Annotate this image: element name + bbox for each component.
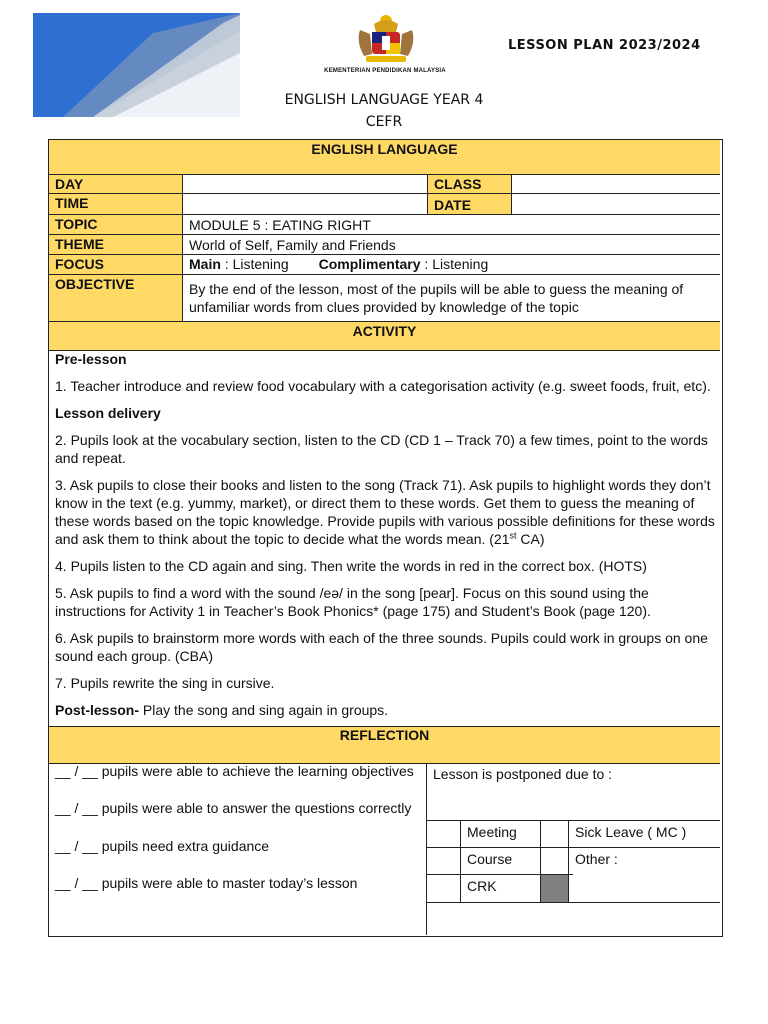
subject-heading: ENGLISH LANGUAGE: [49, 140, 720, 174]
activity-step-2: 2. Pupils look at the vocabulary section, listen to the CD (CD 1 – Track 70) a few times, point to the words and repeat.: [55, 432, 708, 466]
meeting-checkbox[interactable]: [429, 823, 458, 845]
other-option: Other :: [575, 851, 618, 867]
postponed-panel: [426, 763, 720, 935]
reflection-line-3: __ / __ pupils need extra guidance: [55, 838, 270, 854]
objective-value: By the end of the lesson, most of the pupils will be able to guess the meaning of unfamiliar words from clues provided by knowledge of the topic: [182, 274, 720, 321]
focus-main-label: Main: [189, 256, 221, 272]
activity-step-4: 4. Pupils listen to the CD again and sing. Then write the words in red in the correct box. (HOTS): [55, 558, 647, 574]
sick-leave-checkbox[interactable]: [542, 823, 567, 845]
activity-step-5: 5. Ask pupils to find a word with the sound /eə/ in the song [pear]. Focus on this sound using the instructions for Activity 1 in Teacher’s Book Phonics* (page 175) and Student’s Book (page 120).: [55, 585, 651, 619]
day-label: DAY: [49, 174, 182, 193]
crk-option: CRK: [467, 878, 497, 894]
document-title: ENGLISH LANGUAGE YEAR 4: [284, 92, 484, 108]
focus-main-value: Listening: [232, 256, 289, 272]
lesson-delivery-heading: Lesson delivery: [55, 405, 161, 421]
activity-step-1: 1. Teacher introduce and review food vocabulary with a categorisation activity (e.g. sweet foods, fruit, etc).: [55, 378, 711, 394]
activity-content: [55, 350, 715, 728]
pre-lesson-heading: Pre-lesson: [55, 351, 127, 367]
reflection-line-2: __ / __ pupils were able to answer the questions correctly: [55, 800, 412, 816]
activity-step-6: 6. Ask pupils to brainstorm more words with each of the three sounds. Pupils could work in groups on one sound each group. (CBA): [55, 630, 708, 664]
course-checkbox[interactable]: [429, 849, 458, 873]
grey-shaded-box: [541, 875, 568, 902]
focus-label: FOCUS: [49, 254, 182, 274]
course-option: Course: [467, 851, 513, 867]
focus-comp-value: Listening: [432, 256, 489, 272]
coat-of-arms-logo: [352, 12, 420, 66]
topic-value: MODULE 5 : EATING RIGHT: [182, 214, 720, 234]
other-checkbox[interactable]: [542, 849, 567, 873]
day-field[interactable]: [182, 174, 427, 193]
lesson-plan-form: [48, 139, 723, 937]
activity-step-3: 3. Ask pupils to close their books and listen to the song (Track 71). Ask pupils to highlight words they don’t know in the text (e.g. yummy, market), or direct them to these words. Get them to guess the meaning of these words based on the topic knowledge. Provide pupils with various possible definitions for these words and ask them to think about the topic to decide what the words mean. (21st CA): [55, 477, 715, 547]
meeting-option: Meeting: [467, 824, 517, 840]
objective-label: OBJECTIVE: [49, 274, 182, 321]
topic-label: TOPIC: [49, 214, 182, 234]
time-label: TIME: [49, 193, 182, 214]
theme-value: World of Self, Family and Friends: [182, 234, 720, 254]
focus-value: Main : Listening Complimentary : Listening: [182, 254, 720, 274]
class-field[interactable]: [511, 174, 720, 193]
date-field[interactable]: [511, 193, 720, 214]
focus-comp-label: Complimentary: [318, 256, 421, 272]
crk-checkbox[interactable]: [429, 876, 458, 901]
lesson-plan-year: LESSON PLAN 2023/2024: [508, 38, 701, 53]
reflection-line-1: __ / __ pupils were able to achieve the learning objectives: [55, 763, 414, 779]
document-subtitle: CEFR: [365, 114, 403, 130]
theme-label: THEME: [49, 234, 182, 254]
activity-step-7: 7. Pupils rewrite the sing in cursive.: [55, 675, 275, 691]
postponed-label: Lesson is postponed due to :: [433, 766, 613, 782]
reflection-heading: REFLECTION: [49, 726, 720, 763]
reflection-line-4: __ / __ pupils were able to master today’s lesson: [55, 875, 358, 891]
date-label: DATE: [427, 193, 511, 214]
time-field[interactable]: [182, 193, 427, 214]
post-lesson: Post-lesson- Play the song and sing again in groups.: [55, 702, 389, 718]
sick-leave-option: Sick Leave ( MC ): [575, 824, 687, 840]
class-label: CLASS: [427, 174, 511, 193]
ministry-name: KEMENTERIAN PENDIDIKAN MALAYSIA: [324, 68, 446, 74]
activity-heading: ACTIVITY: [49, 321, 720, 350]
